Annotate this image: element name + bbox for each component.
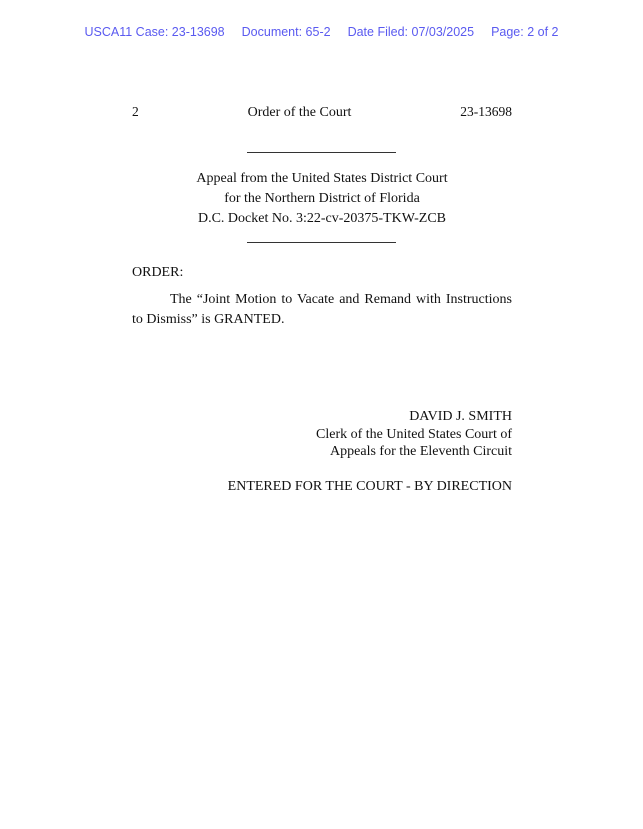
running-head	[132, 104, 512, 121]
stamp-case: USCA11 Case: 23-13698	[84, 25, 225, 39]
running-head-title: Order of the Court	[247, 105, 352, 120]
clerk-name: DAVID J. SMITH	[409, 409, 512, 424]
caption-rule-top	[247, 152, 396, 153]
entered-notice: ENTERED FOR THE COURT - BY DIRECTION	[227, 479, 512, 494]
caption-rule-bottom	[247, 242, 396, 243]
clerk-title-line: Appeals for the Eleventh Circuit	[330, 444, 512, 459]
filing-stamp	[0, 25, 643, 39]
order-body: The “Joint Motion to Vacate and Remand with Instructions to Dismiss” is GRANTED.	[132, 292, 512, 327]
caption-line: D.C. Docket No. 3:22-cv-20375-TKW-ZCB	[197, 211, 447, 226]
appeal-caption	[132, 169, 512, 229]
caption-line: for the Northern District of Florida	[224, 191, 420, 206]
stamp-page: Page: 2 of 2	[491, 25, 559, 39]
running-head-docket: 23-13698	[460, 104, 512, 119]
page-number: 2	[132, 104, 139, 119]
order-label: ORDER:	[132, 265, 184, 280]
clerk-signature-block	[232, 408, 512, 461]
stamp-document: Document: 65-2	[241, 25, 331, 39]
stamp-date-filed: Date Filed: 07/03/2025	[347, 25, 475, 39]
clerk-title-line: Clerk of the United States Court of	[316, 426, 512, 442]
caption-line: Appeal from the United States District Court	[196, 171, 448, 186]
